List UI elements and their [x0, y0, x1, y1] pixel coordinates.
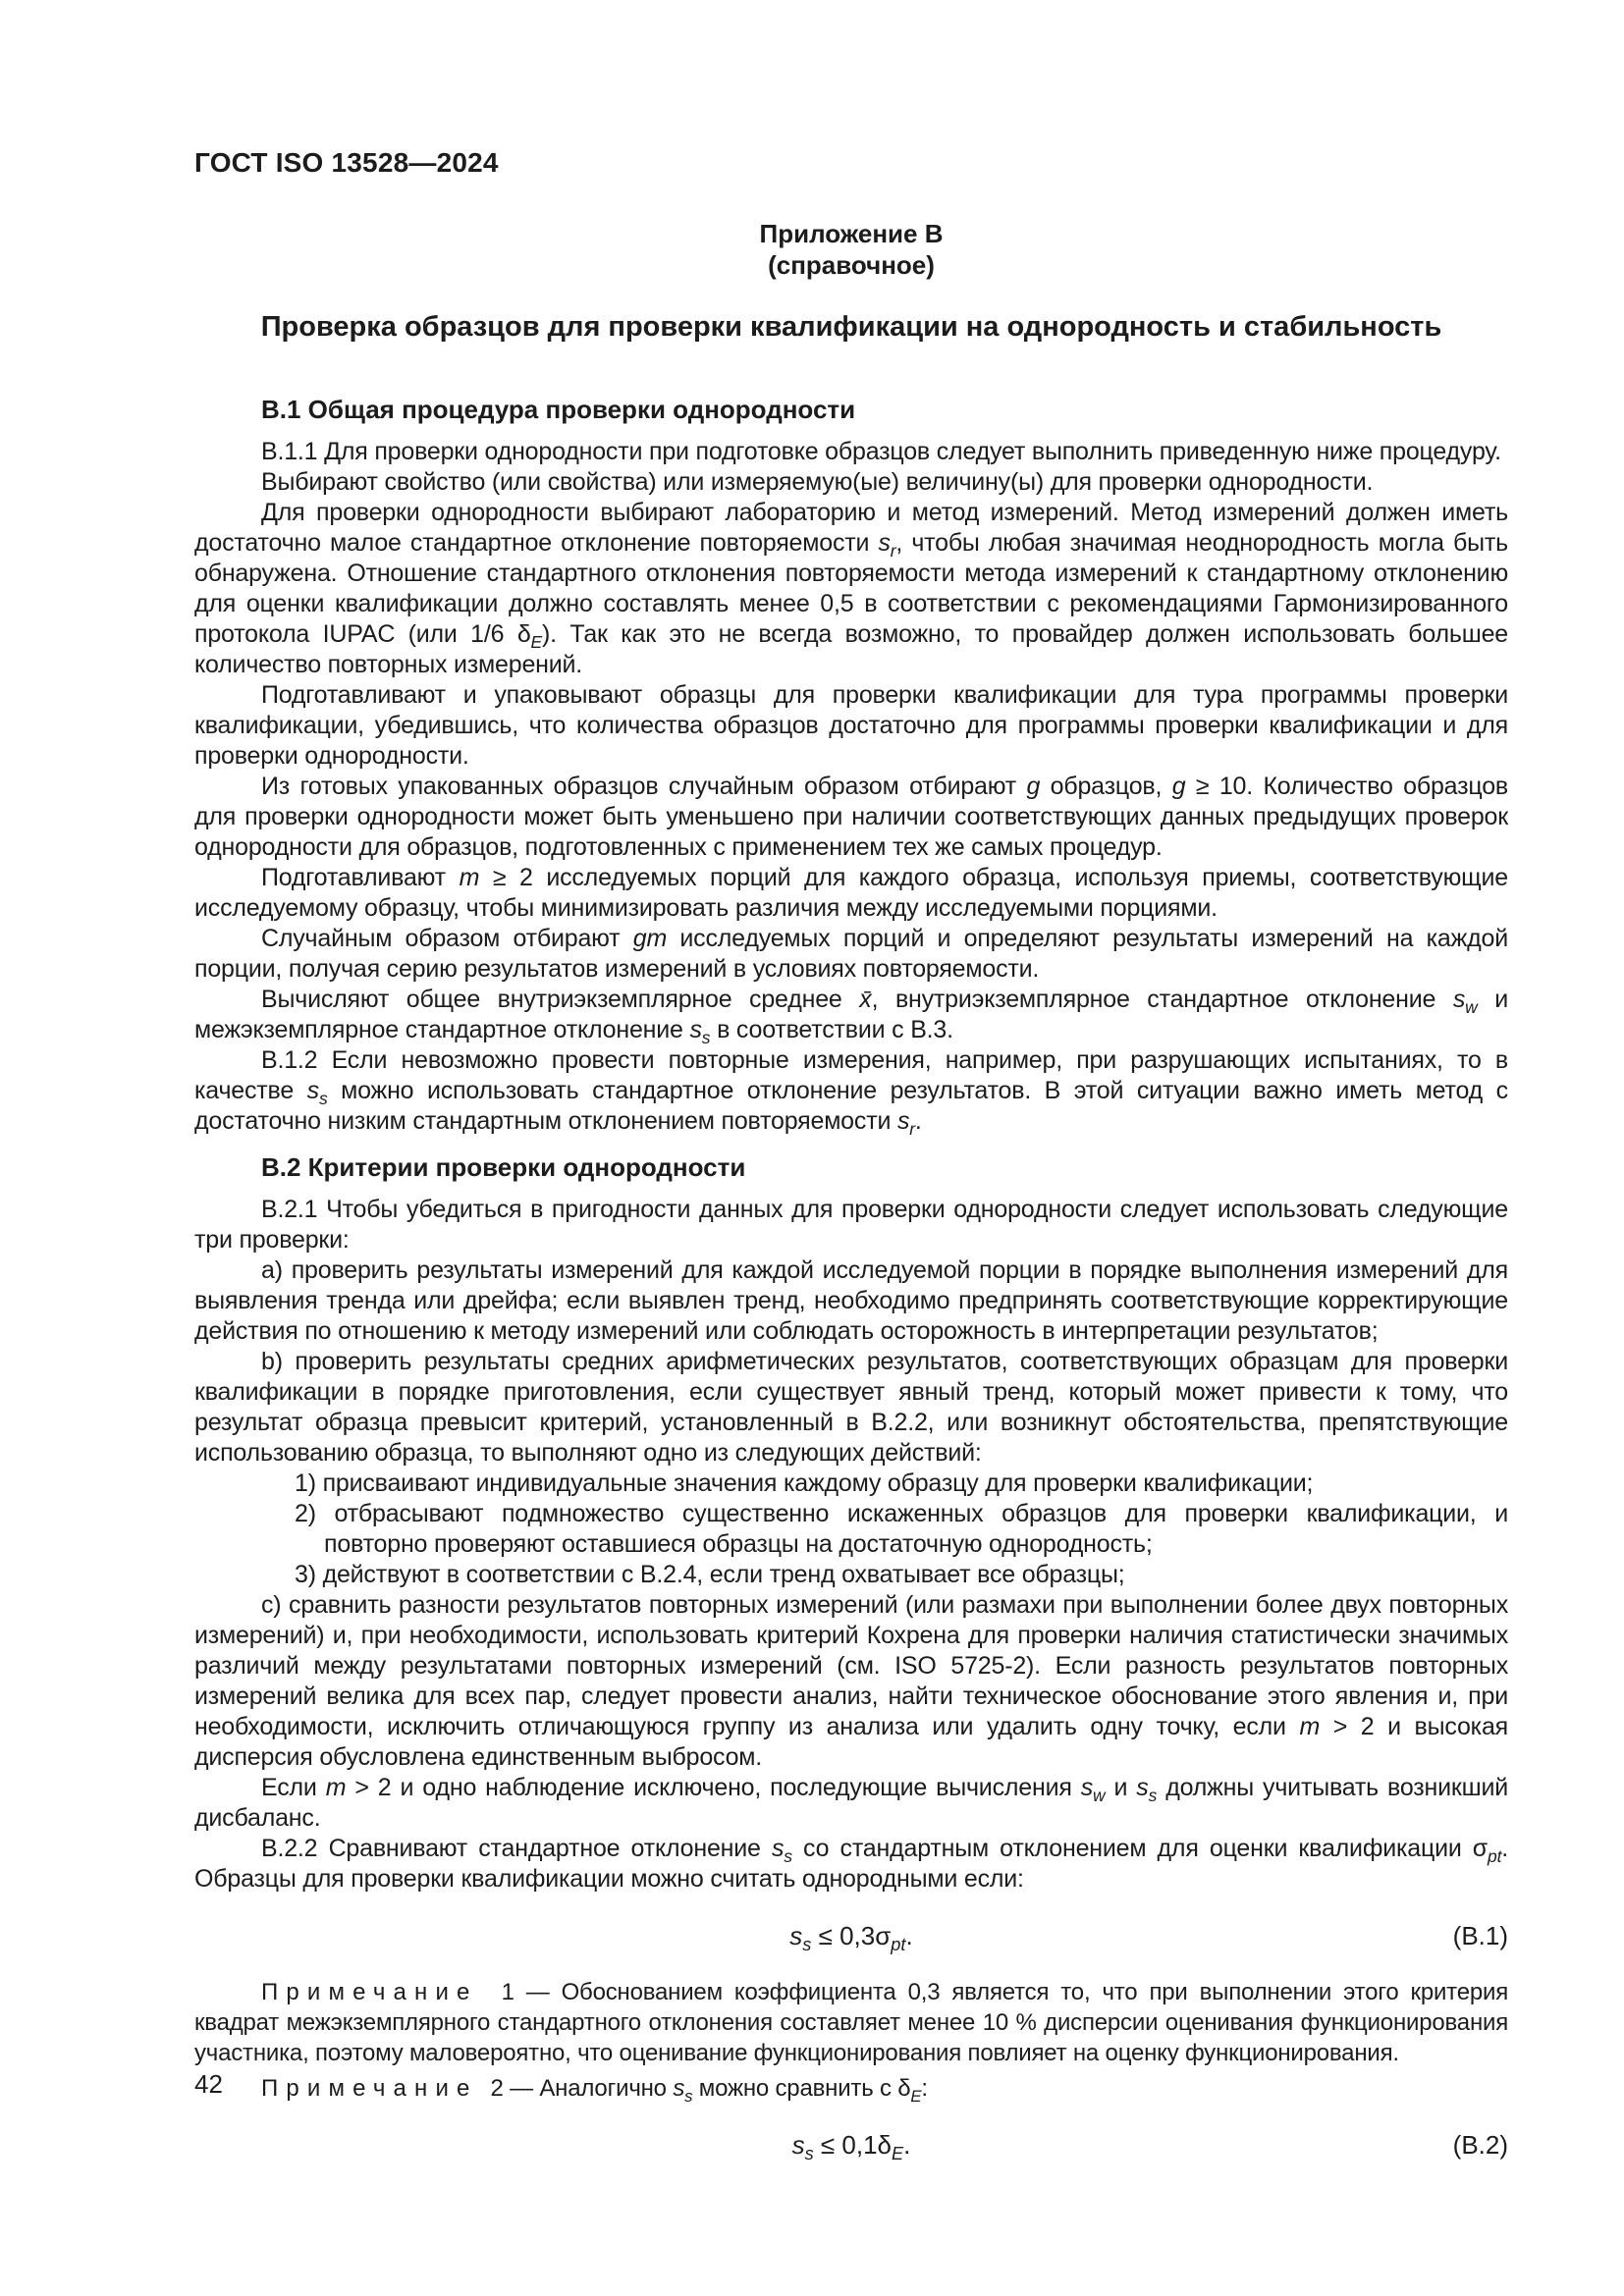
para-b22: В.2.2 Сравнивают стандартное отклонение $s_s$ со стандартным отклонением для оценки квалификации $\sigma_{pt}$. Образцы для проверки квалификации можно считать однородными если: [194, 1835, 1508, 1893]
document-header: ГОСТ ISO 13528—2024 [194, 147, 499, 178]
section-heading-b1: В.1 Общая процедура проверки однородности [261, 395, 856, 424]
formula-b2 [194, 2129, 1508, 2164]
para-b1-3: Для проверки однородности выбирают лабораторию и метод измерений. Метод измерений должен иметь достаточно малое стандартное отклонение повторяемости $s_r$, чтобы любая значимая неоднородность могла быть обнаружена. Отношение стандартного отклонения повторяемости метода измерений к стандартному отклонению для оценки квалификации должно составлять менее 0,5 в соответствии с рекомендациями Гармонизированного протокола IUPAC (или 1/6 $\delta_E$). Так как это не всегда возможно, то провайдер должен использовать большее количество повторных измерений. [194, 499, 1508, 678]
page-content [194, 0, 1508, 2186]
para-item-c: c) сравнить разности результатов повторных измерений (или размахи при выполнении более двух повторных измерений) и, при необходимости, использовать критерий Кохрена для проверки наличия статистически значимых различий между результатами повторных измерений (см. ISO 5725-2). Если разность результатов повторных измерений велика для всех пар, следует провести анализ, найти техническое обоснование этого явления и, при необходимости, исключить отличающуюся группу из анализа или удалить одну точку, если m > 2 и высокая дисперсия обусловлена единственным выбросом. [194, 1591, 1508, 1771]
para-b1-8: Вычисляют общее внутриэкземплярное среднее x̄, внутриэкземплярное стандартное отклонение $s_w$ и межэкземплярное стандартное отклонение $s_s$ в соответствии с В.3. [194, 986, 1509, 1047]
para-b2-intro: В.2.1 Чтобы убедиться в пригодности данных для проверки однородности следует использовать следующие три проверки: [194, 1196, 1508, 1254]
para-b1-6: Подготавливают m ≥ 2 исследуемых порций для каждого образца, используя приемы, соответствующие исследуемому образцу, чтобы минимизировать различия между исследуемыми порциями. [194, 864, 1508, 922]
page-number: 42 [194, 2069, 223, 2099]
para-b1-5: Из готовых упакованных образцов случайным образом отбирают g образцов, g ≥ 10. Количество образцов для проверки однородности может быть уменьшено при наличии соответствующих данных предыдущих проверок однородности для образцов, подготовленных с применением тех же самых процедур. [194, 773, 1508, 861]
para-item-a: a) проверить результаты измерений для каждой исследуемой порции в порядке выполнения измерений для выявления тренда или дрейфа; если выявлен тренд, необходимо предпринять соответствующие корректирующие действия по отношению к методу измерений или соблюдать осторожность в интерпретации результатов; [194, 1256, 1508, 1345]
formula-b1-label: (В.1) [1452, 1921, 1508, 1950]
appendix-block [194, 218, 1508, 281]
para-b1-4: Подготавливают и упаковывают образцы для проверки квалификации для тура программы проверки квалификации, убедившись, что количества образцов достаточно для программы проверки квалификации и для проверки однородности. [194, 681, 1508, 770]
para-b1-1: В.1.1 Для проверки однородности при подготовке образцов следует выполнить приведенную ниже процедуру. [261, 438, 1501, 465]
section-heading-b2: В.2 Критерии проверки однородности [261, 1152, 746, 1182]
note-1: Примечание 1 — Обоснованием коэффициента 0,3 является то, что при выполнении этого критерия квадрат межэкземплярного стандартного отклонения составляет менее 10 % дисперсии оценивания функционирования участника, поэтому маловероятно, что оценивание функционирования повлияет на оценку функционирования. [194, 1979, 1508, 2066]
note-2: Примечание 2 — Аналогично $s_s$ можно сравнить с $\delta_E$: [261, 2075, 928, 2106]
numbered-subitems [194, 1468, 1508, 1590]
formula-b1 [194, 1920, 1508, 1955]
formula-b2-expression: $s_s \le 0,1\delta_E$. [791, 2130, 911, 2164]
subitem-1: 1) присваивают индивидуальные значения каждому образцу для проверки квалификации; [295, 1469, 1314, 1497]
formula-b1-expression: $s_s \le 0,3\sigma_{pt}$. [789, 1921, 913, 1955]
appendix-label: Приложение В [759, 219, 944, 248]
para-b1-9: В.1.2 Если невозможно провести повторные измерения, например, при разрушающих испытаниях, то в качестве $s_s$ можно использовать стандартное отклонение результатов. В этой ситуации важно иметь метод с достаточно низким стандартным отклонением повторяемости $s_r$. [194, 1046, 1508, 1139]
para-b1-7: Случайным образом отбирают gm исследуемых порций и определяют результаты измерений на каждой порции, получая серию результатов измерений в условиях повторяемости. [194, 925, 1508, 983]
document-title: Проверка образцов для проверки квалификации на однородность и стабильность [260, 311, 1442, 343]
formula-b2-label: (В.2) [1452, 2130, 1508, 2160]
para-b1-2: Выбирают свойство (или свойства) или измеряемую(ые) величину(ы) для проверки однородности. [261, 468, 1374, 496]
appendix-kind: (справочное) [768, 250, 935, 280]
subitem-3: 3) действуют в соответствии с В.2.4, если тренд охватывает все образцы; [295, 1561, 1125, 1588]
para-unbalance: Если m > 2 и одно наблюдение исключено, последующие вычисления $s_w$ и $s_s$ должны учитывать возникший дисбаланс. [194, 1774, 1508, 1832]
subitem-2: 2) отбрасывают подмножество существенно искаженных образцов для проверки квалификации, и повторно проверяют оставшиеся образцы на достаточную однородность; [295, 1500, 1508, 1558]
para-item-b: b) проверить результаты средних арифметических результатов, соответствующих образцам для проверки квалификации в порядке приготовления, если существует явный тренд, который может привести к тому, что результат образца превысит критерий, установленный в В.2.2, или возникнут обстоятельства, препятствующие использованию образца, то выполняют одно из следующих действий: [194, 1348, 1508, 1467]
